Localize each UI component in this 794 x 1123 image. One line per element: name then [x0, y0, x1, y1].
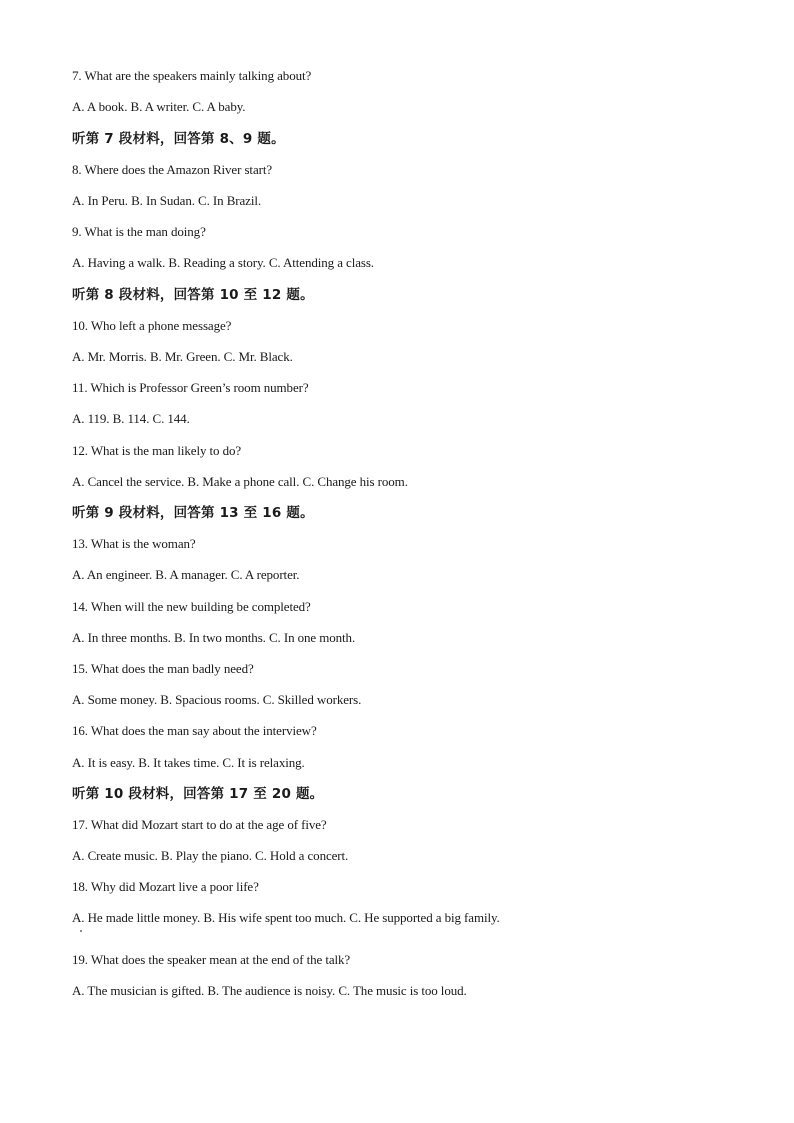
options-15: A. Some money. B. Spacious rooms. C. Skilled workers. — [72, 692, 362, 707]
options-19: A. The musician is gifted. B. The audience is noisy. C. The music is too loud. — [72, 983, 467, 998]
options-9: A. Having a walk. B. Reading a story. C. Attending a class. — [72, 255, 374, 270]
options-16: A. It is easy. B. It takes time. C. It is relaxing. — [72, 755, 305, 770]
question-7: 7. What are the speakers mainly talking about? — [72, 68, 312, 83]
options-17: A. Create music. B. Play the piano. C. Hold a concert. — [72, 848, 349, 863]
question-14: 14. When will the new building be completed? — [72, 599, 311, 614]
options-10: A. Mr. Morris. B. Mr. Green. C. Mr. Black. — [72, 349, 293, 364]
question-15: 15. What does the man badly need? — [72, 661, 254, 676]
question-16: 16. What does the man say about the interview? — [72, 723, 317, 738]
options-18: A. He made little money. B. His wife spent too much. C. He supported a big family. — [72, 910, 500, 925]
question-12: 12. What is the man likely to do? — [72, 443, 242, 458]
options-8: A. In Peru. B. In Sudan. C. In Brazil. — [72, 193, 262, 208]
stray-dot — [80, 930, 82, 932]
options-13: A. An engineer. B. A manager. C. A reporter. — [72, 567, 300, 582]
question-10: 10. Who left a phone message? — [72, 318, 232, 333]
options-11: A. 119. B. 114. C. 144. — [72, 411, 190, 426]
question-17: 17. What did Mozart start to do at the age of five? — [72, 817, 327, 832]
section-heading-10: 听第 10 段材料，回答第 17 至 20 题。 — [72, 786, 324, 802]
question-8: 8. Where does the Amazon River start? — [72, 162, 273, 177]
options-7: A. A book. B. A writer. C. A baby. — [72, 99, 246, 114]
section-heading-7: 听第 7 段材料，回答第 8、9 题。 — [72, 131, 285, 147]
section-heading-8: 听第 8 段材料，回答第 10 至 12 题。 — [72, 287, 314, 303]
question-18: 18. Why did Mozart live a poor life? — [72, 879, 259, 894]
options-14: A. In three months. B. In two months. C. In one month. — [72, 630, 356, 645]
options-12: A. Cancel the service. B. Make a phone call. C. Change his room. — [72, 474, 408, 489]
section-heading-9: 听第 9 段材料，回答第 13 至 16 题。 — [72, 505, 314, 521]
question-13: 13. What is the woman? — [72, 536, 196, 551]
question-19: 19. What does the speaker mean at the end of the talk? — [72, 952, 351, 967]
question-11: 11. Which is Professor Green’s room number? — [72, 380, 309, 395]
question-9: 9. What is the man doing? — [72, 224, 206, 239]
